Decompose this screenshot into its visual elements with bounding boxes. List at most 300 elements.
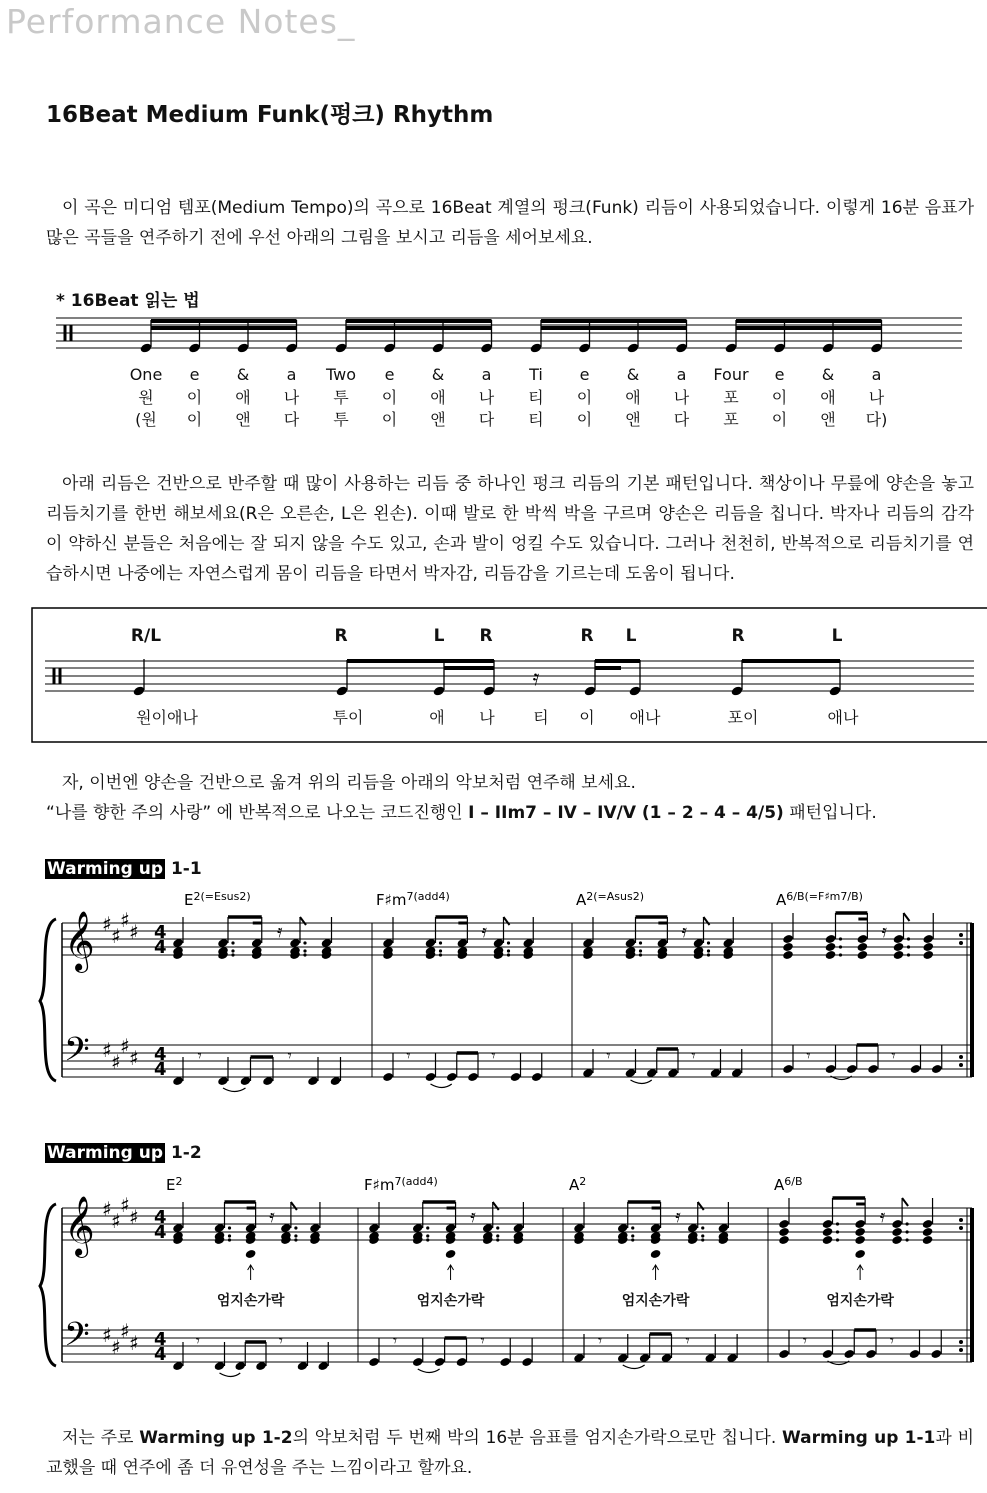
chord-note — [856, 942, 868, 953]
bass-note — [509, 1072, 521, 1083]
chord-note — [892, 942, 904, 953]
bass-note — [412, 1357, 424, 1368]
dot — [496, 1226, 499, 1229]
eighth-rest: 𝄾 — [197, 1046, 202, 1065]
chord-symbol — [364, 1175, 438, 1194]
warming-1-num: 1-1 — [170, 859, 202, 879]
bass-clef: 𝄢 — [64, 1316, 90, 1362]
running-header: Performance Notes_ — [6, 2, 356, 41]
flag — [902, 1198, 908, 1206]
warming-1-label — [45, 859, 202, 879]
chord-note — [782, 934, 794, 945]
chord-note — [922, 950, 934, 961]
dot — [426, 1238, 429, 1241]
count-alt: 앤 — [625, 410, 641, 429]
eighth-rest: 𝄾 — [806, 1046, 811, 1065]
brace — [40, 1204, 56, 1366]
chord-note — [891, 1235, 903, 1246]
bass-note — [909, 1064, 921, 1075]
dot — [426, 1234, 429, 1237]
count-english: Four — [713, 365, 749, 384]
key-sharp: ♯ — [102, 912, 112, 936]
dot — [294, 1226, 297, 1229]
bass-note — [846, 1064, 858, 1075]
chord-symbol — [569, 1175, 586, 1194]
dot — [906, 1222, 909, 1225]
repeat-dot — [959, 1055, 963, 1059]
chord-symbol — [774, 1175, 803, 1194]
count-korean: 애 — [625, 388, 641, 407]
bass-note — [930, 1349, 942, 1360]
repeat-dot — [959, 1348, 963, 1352]
dot — [631, 1238, 634, 1241]
chord-note — [778, 1219, 790, 1230]
count-staff — [0, 300, 987, 435]
chord-note — [782, 942, 794, 953]
thumb-label: 엄지손가락 — [621, 1293, 690, 1309]
time-sig: 4 — [154, 1044, 167, 1065]
transition-line-1: 자, 이번엔 양손을 건반으로 옮겨 위의 리듬을 아래의 악보처럼 연주해 보세요. — [62, 773, 636, 793]
chord-note — [922, 934, 934, 945]
rhythm-syllable: 티 — [533, 708, 549, 727]
chord-note — [891, 1227, 903, 1238]
count-korean: 나 — [283, 388, 300, 407]
rhythm-syllable: 나 — [479, 708, 495, 727]
dot — [496, 1238, 499, 1241]
count-alt: 다 — [673, 410, 690, 429]
warming-1-tag: Warming up — [47, 859, 164, 879]
count-english: & — [236, 365, 250, 384]
chord-root: A — [776, 891, 787, 909]
key-sharp: ♯ — [111, 924, 121, 948]
dot — [303, 953, 306, 956]
count-english: & — [431, 365, 445, 384]
bass-note — [455, 1357, 467, 1368]
bass-note — [382, 1072, 394, 1083]
count-korean: 포 — [723, 388, 739, 407]
eighth-rest: 𝄾 — [691, 1046, 696, 1065]
dot — [707, 953, 710, 956]
sixteenth-rest: 𝄿 — [532, 666, 540, 691]
count-alt: 이 — [771, 410, 788, 429]
chord-root: A — [774, 1176, 785, 1194]
bass-note — [821, 1349, 833, 1360]
repeat-dot — [959, 941, 963, 945]
flag — [698, 1202, 704, 1210]
key-sharp: ♯ — [120, 1034, 130, 1058]
dot — [907, 937, 910, 940]
count-korean: 나 — [478, 388, 495, 407]
repeat-dot — [959, 1340, 963, 1344]
flag — [300, 917, 306, 925]
dot — [231, 941, 234, 944]
count-alt: 포 — [723, 410, 739, 429]
chord-progression: I – IIm7 – IV – IV/V (1 – 2 – 4 – 4/5) — [468, 803, 784, 823]
dot — [303, 949, 306, 952]
intro-paragraph — [46, 193, 974, 253]
count-english: Two — [326, 365, 356, 384]
eighth-rest: 𝄾 — [287, 1046, 292, 1065]
dot — [906, 1238, 909, 1241]
dot — [839, 953, 842, 956]
eighth-rest: 𝄾 — [491, 1046, 496, 1065]
dot — [228, 1238, 231, 1241]
bass-note — [434, 1357, 446, 1368]
key-sharp: ♯ — [111, 1335, 121, 1359]
closing-mid: 의 악보처럼 두 번째 박의 16분 음표를 엄지손가락으로만 칩니다. — [292, 1428, 783, 1448]
rhythm-staff-lines — [45, 661, 974, 691]
eighth-rest: 𝄾 — [891, 1046, 896, 1065]
time-sig: 4 — [154, 1059, 167, 1080]
count-english: e — [384, 365, 395, 384]
dot — [701, 1238, 704, 1241]
chord-note — [824, 934, 836, 945]
key-sharp: ♯ — [120, 1193, 130, 1217]
count-alt: 다 — [283, 410, 300, 429]
sixteenth-rest: 𝄿 — [675, 1206, 681, 1227]
count-english: & — [626, 365, 640, 384]
key-sharp: ♯ — [129, 1205, 139, 1229]
dot — [907, 945, 910, 948]
dot — [707, 949, 710, 952]
key-sharp: ♯ — [102, 1038, 112, 1062]
practice-paragraph — [46, 469, 974, 589]
thumb-note — [854, 1249, 866, 1260]
warming-2-tag: Warming up — [47, 1143, 164, 1163]
dot — [836, 1222, 839, 1225]
chord-root: A — [576, 891, 587, 909]
dot — [303, 941, 306, 944]
dot — [439, 953, 442, 956]
rhythm-box — [31, 607, 987, 744]
key-sharp: ♯ — [129, 1046, 139, 1070]
count-alt: 다) — [865, 410, 888, 429]
sixteenth-rest: 𝄿 — [481, 921, 488, 942]
bass-note — [931, 1064, 943, 1075]
key-sharp: ♯ — [111, 1209, 121, 1233]
key-sharp: ♯ — [120, 1319, 130, 1343]
flag — [493, 1202, 499, 1210]
transition-pre: “나를 향한 주의 사랑” 에 반복적으로 나오는 코드진행인 — [46, 803, 469, 823]
count-english: a — [286, 365, 297, 384]
dot — [639, 949, 642, 952]
sixteenth-rest: 𝄿 — [470, 1206, 476, 1227]
chord-note — [892, 950, 904, 961]
chord-symbol — [184, 890, 251, 909]
eighth-rest: 𝄾 — [480, 1331, 485, 1350]
repeat-dot — [959, 933, 963, 937]
dot — [507, 953, 510, 956]
eighth-rest: 𝄾 — [406, 1046, 411, 1065]
dot — [439, 941, 442, 944]
hand-label: R — [731, 626, 745, 646]
page-title: 16Beat Medium Funk(펑크) Rhythm — [46, 102, 494, 128]
eighth-rest: 𝄾 — [278, 1331, 284, 1350]
warming-2-score — [0, 1170, 987, 1380]
chord-extension: 7(add4) — [406, 890, 450, 903]
sixteenth-rest: 𝄿 — [881, 921, 888, 942]
chord-note — [821, 1219, 833, 1230]
chord-root: E — [166, 1176, 176, 1194]
key-sharp: ♯ — [111, 1050, 121, 1074]
bass-note — [499, 1357, 511, 1368]
closing-pre: 저는 주로 — [62, 1428, 140, 1448]
tie — [431, 1084, 452, 1088]
repeat-dot — [959, 1063, 963, 1067]
dot — [639, 941, 642, 944]
chord-note — [892, 934, 904, 945]
hand-label: R — [479, 626, 493, 646]
chord-note — [891, 1219, 903, 1230]
dot — [439, 949, 442, 952]
dot — [701, 1226, 704, 1229]
count-english: e — [774, 365, 785, 384]
bass-note — [843, 1349, 855, 1360]
dot — [836, 1238, 839, 1241]
dot — [294, 1234, 297, 1237]
count-english: & — [821, 365, 835, 384]
bass-note — [824, 1064, 836, 1075]
sixteenth-rest: 𝄿 — [879, 1206, 886, 1227]
sixteenth-rest: 𝄿 — [681, 921, 688, 942]
dot — [631, 1234, 634, 1237]
count-korean: 이 — [381, 388, 398, 407]
chord-extension: 6/B(=F♯m7/B) — [786, 890, 863, 903]
tie — [418, 1369, 440, 1373]
bass-note — [446, 1072, 458, 1083]
hand-label: R — [334, 626, 348, 646]
dot — [231, 949, 234, 952]
count-korean: 이 — [186, 388, 203, 407]
hand-label: R — [580, 626, 594, 646]
chord-root: E — [184, 891, 194, 909]
rhythm-syllable: 원이애나 — [136, 708, 198, 727]
bass-clef: 𝄢 — [64, 1031, 90, 1077]
dot — [907, 953, 910, 956]
time-sig: 4 — [154, 1222, 167, 1243]
closing-paragraph — [46, 1423, 974, 1483]
count-english: a — [676, 365, 687, 384]
rhythm-syllable: 이 — [579, 708, 595, 727]
count-korean: 애 — [235, 388, 251, 407]
eighth-rest: 𝄾 — [802, 1331, 808, 1350]
dot — [426, 1226, 429, 1229]
dot — [228, 1234, 231, 1237]
chord-note — [821, 1235, 833, 1246]
key-sharp: ♯ — [102, 1323, 112, 1347]
count-alt: 앤 — [235, 410, 251, 429]
eighth-rest: 𝄾 — [889, 1331, 895, 1350]
warming-2-label — [45, 1143, 202, 1163]
time-sig: 4 — [154, 1344, 167, 1365]
dot — [707, 941, 710, 944]
chord-symbol — [166, 1175, 182, 1194]
hand-label: R/L — [130, 626, 162, 646]
count-english: e — [579, 365, 590, 384]
chord-note — [782, 950, 794, 961]
tie — [220, 1373, 241, 1377]
count-korean: 나 — [673, 388, 690, 407]
count-alt: 앤 — [430, 410, 446, 429]
closing-post: 과 비교했을 때 연주에 좀 더 유연성을 주는 느낌이라고 할까요. — [46, 1428, 974, 1478]
repeat-dot — [959, 1226, 963, 1230]
count-korean: 투 — [333, 388, 349, 407]
dot — [496, 1234, 499, 1237]
chord-symbol — [576, 890, 644, 909]
time-sig: 4 — [154, 1329, 167, 1350]
chord-note — [921, 1219, 933, 1230]
bass-note — [782, 1064, 794, 1075]
dot — [228, 1226, 231, 1229]
key-sharp: ♯ — [102, 1197, 112, 1221]
chord-note — [854, 1235, 866, 1246]
rhythm-syllable: 투이 — [332, 708, 364, 727]
tie — [223, 1088, 246, 1092]
warming-2-num: 1-2 — [170, 1143, 202, 1163]
count-alt: 다 — [478, 410, 495, 429]
hand-label: L — [831, 626, 843, 646]
eighth-rest: 𝄾 — [606, 1046, 611, 1065]
treble-clef: 𝄞 — [64, 1196, 95, 1256]
chord-note — [856, 934, 868, 945]
dot — [906, 1230, 909, 1233]
count-alt: 이 — [576, 410, 593, 429]
count-heading: * 16Beat 읽는 법 — [56, 291, 200, 311]
key-sharp: ♯ — [120, 908, 130, 932]
count-alt: 이 — [186, 410, 203, 429]
bass-note — [865, 1349, 877, 1360]
dot — [294, 1238, 297, 1241]
chord-extension: 2(=Asus2) — [586, 890, 645, 903]
rhythm-syllable: 애나 — [629, 708, 661, 727]
dot — [701, 1234, 704, 1237]
rhythm-syllable: 애 — [429, 708, 445, 727]
bass-note — [778, 1349, 790, 1360]
count-alt: 투 — [333, 410, 349, 429]
count-alt: 티 — [528, 410, 544, 429]
chord-symbol — [776, 890, 863, 909]
intro-text: 이 곡은 미디엄 템포(Medium Tempo)의 곡으로 16Beat 계열의 펑크(Funk) 리듬이 사용되었습니다. 이렇게 16분 음표가 많은 곡들을 연주하기 전에 우선 아래의 그림을 보시고 리듬을 세어보세요. — [46, 198, 974, 248]
chord-note — [854, 1227, 866, 1238]
thumb-note — [445, 1249, 457, 1260]
warming-1-score — [0, 885, 987, 1095]
key-sharp: ♯ — [129, 920, 139, 944]
dot — [836, 1230, 839, 1233]
closing-bold-1: Warming up 1-2 — [139, 1428, 293, 1448]
bass-note — [531, 1072, 543, 1083]
count-english: a — [871, 365, 882, 384]
count-korean: 애 — [430, 388, 446, 407]
hand-label: L — [433, 626, 445, 646]
thumb-label: 엄지손가락 — [826, 1293, 894, 1309]
tie — [623, 1365, 645, 1369]
rhythm-syllable: 애나 — [827, 708, 859, 727]
count-english: e — [189, 365, 200, 384]
chord-extension: 7(add4) — [394, 1175, 438, 1188]
brace — [40, 919, 56, 1081]
dot — [839, 937, 842, 940]
chord-note — [854, 1219, 866, 1230]
chord-extension: 2 — [579, 1175, 587, 1188]
count-korean: 애 — [820, 388, 836, 407]
time-sig: 4 — [154, 922, 167, 943]
chord-symbol — [376, 890, 450, 909]
eighth-rest: 𝄾 — [685, 1331, 690, 1350]
chord-extension: 2 — [175, 1175, 183, 1188]
count-korean: 이 — [576, 388, 593, 407]
bass-note — [368, 1357, 380, 1368]
chord-note — [778, 1235, 790, 1246]
count-alt: (원 — [135, 410, 157, 429]
chord-note — [778, 1227, 790, 1238]
count-english: Ti — [529, 365, 543, 384]
count-korean: 티 — [528, 388, 544, 407]
sixteenth-rest: 𝄿 — [277, 921, 283, 942]
flag — [904, 913, 910, 921]
sixteenth-rest: 𝄿 — [269, 1206, 275, 1227]
flag — [291, 1202, 297, 1210]
chord-note — [921, 1227, 933, 1238]
chord-note — [921, 1235, 933, 1246]
count-korean: 원 — [138, 388, 154, 407]
practice-text: 아래 리듬은 건반으로 반주할 때 많이 사용하는 리듬 중 하나인 펑크 리듬의 기본 패턴입니다. 책상이나 무릎에 양손을 놓고 리듬치기를 한번 해보세요(R은 오른손, L은 왼손). 이때 발로 한 박씩 박을 구르며 양손은 리듬을 칩니다. 박자나 리듬의 감각이 약하신 분들은 처음에는 잘 되지 않을 수도 있고, 손과 발이 엉킬 수도 있습니다. 그러나 천천히, 반복적으로 리듬치기를 연습하시면 나중에는 자연스럽게 몸이 리듬을 타면서 박자감, 리듬감을 기르는데 도움이 됩니다. — [46, 474, 974, 584]
time-sig: 4 — [154, 937, 167, 958]
count-english: One — [129, 365, 163, 384]
chord-note — [821, 1227, 833, 1238]
thumb-note — [650, 1249, 662, 1260]
dot — [507, 941, 510, 944]
rhythm-syllable: 포이 — [727, 708, 759, 727]
count-korean: 이 — [771, 388, 788, 407]
dot — [631, 1226, 634, 1229]
transition-post: 패턴입니다. — [783, 803, 877, 823]
bass-note — [867, 1064, 879, 1075]
chord-extension: 2(=Esus2) — [193, 890, 251, 903]
time-sig: 4 — [154, 1207, 167, 1228]
chord-extension: 6/B — [784, 1175, 803, 1188]
bass-note — [908, 1349, 920, 1360]
chord-note — [824, 950, 836, 961]
tie — [631, 1080, 652, 1084]
flag — [504, 917, 510, 925]
eighth-rest: 𝄾 — [392, 1331, 398, 1350]
closing-bold-2: Warming up 1-1 — [782, 1428, 936, 1448]
chord-root: F♯m — [376, 891, 407, 909]
chord-note — [922, 942, 934, 953]
dot — [507, 949, 510, 952]
bass-note — [467, 1072, 479, 1083]
eighth-rest: 𝄾 — [195, 1331, 201, 1350]
eighth-rest: 𝄾 — [597, 1331, 603, 1350]
count-alt: 이 — [381, 410, 398, 429]
dot — [639, 953, 642, 956]
count-alt: 앤 — [820, 410, 836, 429]
dot — [839, 945, 842, 948]
hand-label: L — [625, 626, 637, 646]
count-english: a — [481, 365, 492, 384]
thumb-label: 엄지손가락 — [416, 1293, 485, 1309]
thumb-note — [245, 1249, 257, 1260]
repeat-dot — [959, 1218, 963, 1222]
bass-note — [521, 1357, 533, 1368]
dot — [231, 953, 234, 956]
chord-note — [856, 950, 868, 961]
chord-root: F♯m — [364, 1176, 395, 1194]
flag — [704, 917, 710, 925]
chord-root: A — [569, 1176, 580, 1194]
chord-note — [824, 942, 836, 953]
thumb-label: 엄지손가락 — [216, 1293, 285, 1309]
